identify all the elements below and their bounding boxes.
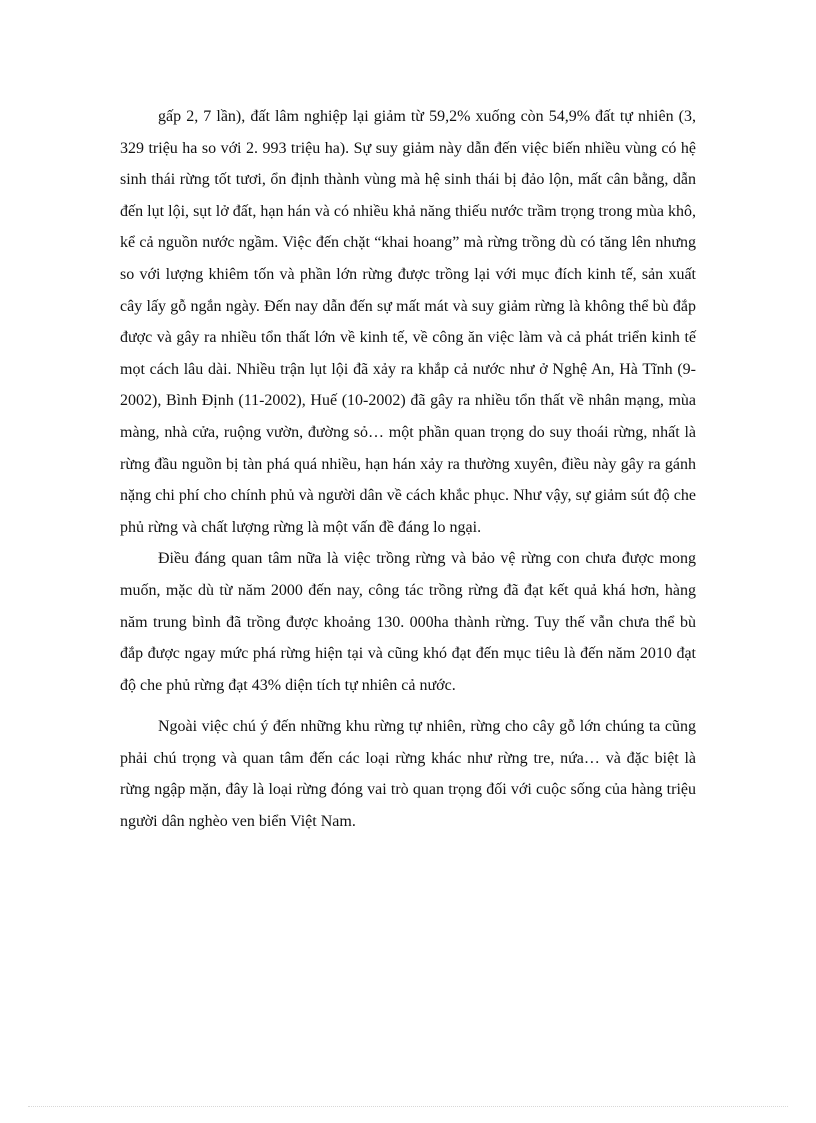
paragraph-1: gấp 2, 7 lần), đất lâm nghiệp lại giảm từ 59,2% xuống còn 54,9% đất tự nhiên (3, 329 triệu ha so với 2. 993 triệu ha). Sự suy giảm này dẫn đến việc biến nhiều vùng có hệ sinh thái rừng tốt tươi, ổn định thành vùng mà hệ sinh thái bị đảo lộn, mất cân bằng, dẫn đến lụt lội, sụt lở đất, hạn hán và có nhiều khả năng thiếu nước trầm trọng trong mùa khô, kể cả nguồn nước ngầm. Việc đến chặt “khai hoang” mà rừng trồng dù có tăng lên nhưng so với lượng khiêm tốn và phần lớn rừng được trồng lại với mục đích kinh tế, sản xuất cây lấy gỗ ngắn ngày. Đến nay dẫn đến sự mất mát và suy giảm rừng là không thể bù đắp được và gây ra nhiều tổn thất lớn về kinh tế, về công ăn việc làm và cả phát triển kinh tế mọt cách lâu dài. Nhiều trận lụt lội đã xảy ra khắp cả nước như ở Nghệ An, Hà Tĩnh (9-2002), Bình Định (11-2002), Huế (10-2002) đã gây ra nhiều tổn thất về nhân mạng, mùa màng, nhà cửa, ruộng vườn, đường sỏ… một phần quan trọng do suy thoái rừng, nhất là rừng đầu nguồn bị tàn phá quá nhiều, hạn hán xảy ra thường xuyên, điều này gây ra gánh nặng chi phí cho chính phủ và người dân về cách khắc phục. Như vậy, sự giảm sút độ che phủ rừng và chất lượng rừng là một vấn đề đáng lo ngại. [120,108,696,536]
page-bottom-divider [28,1106,788,1107]
document-body [120,101,696,838]
paragraph-2: Điều đáng quan tâm nữa là việc trồng rừng và bảo vệ rừng con chưa được mong muốn, mặc dù từ năm 2000 đến nay, công tác trồng rừng đã đạt kết quả khá hơn, hàng năm trung bình đã trồng được khoảng 130. 000ha thành rừng. Tuy thế vẫn chưa thể bù đắp được ngay mức phá rừng hiện tại và cũng khó đạt đến mục tiêu là đến năm 2010 đạt độ che phủ rừng đạt 43% diện tích tự nhiên cả nước. [120,550,696,694]
paragraph-3: Ngoài việc chú ý đến những khu rừng tự nhiên, rừng cho cây gỗ lớn chúng ta cũng phải chú trọng và quan tâm đến các loại rừng khác như rừng tre, nứa… và đặc biệt là rừng ngập mặn, đây là loại rừng đóng vai trò quan trọng đối với cuộc sống của hàng triệu người dân nghèo ven biển Việt Nam. [120,718,696,831]
